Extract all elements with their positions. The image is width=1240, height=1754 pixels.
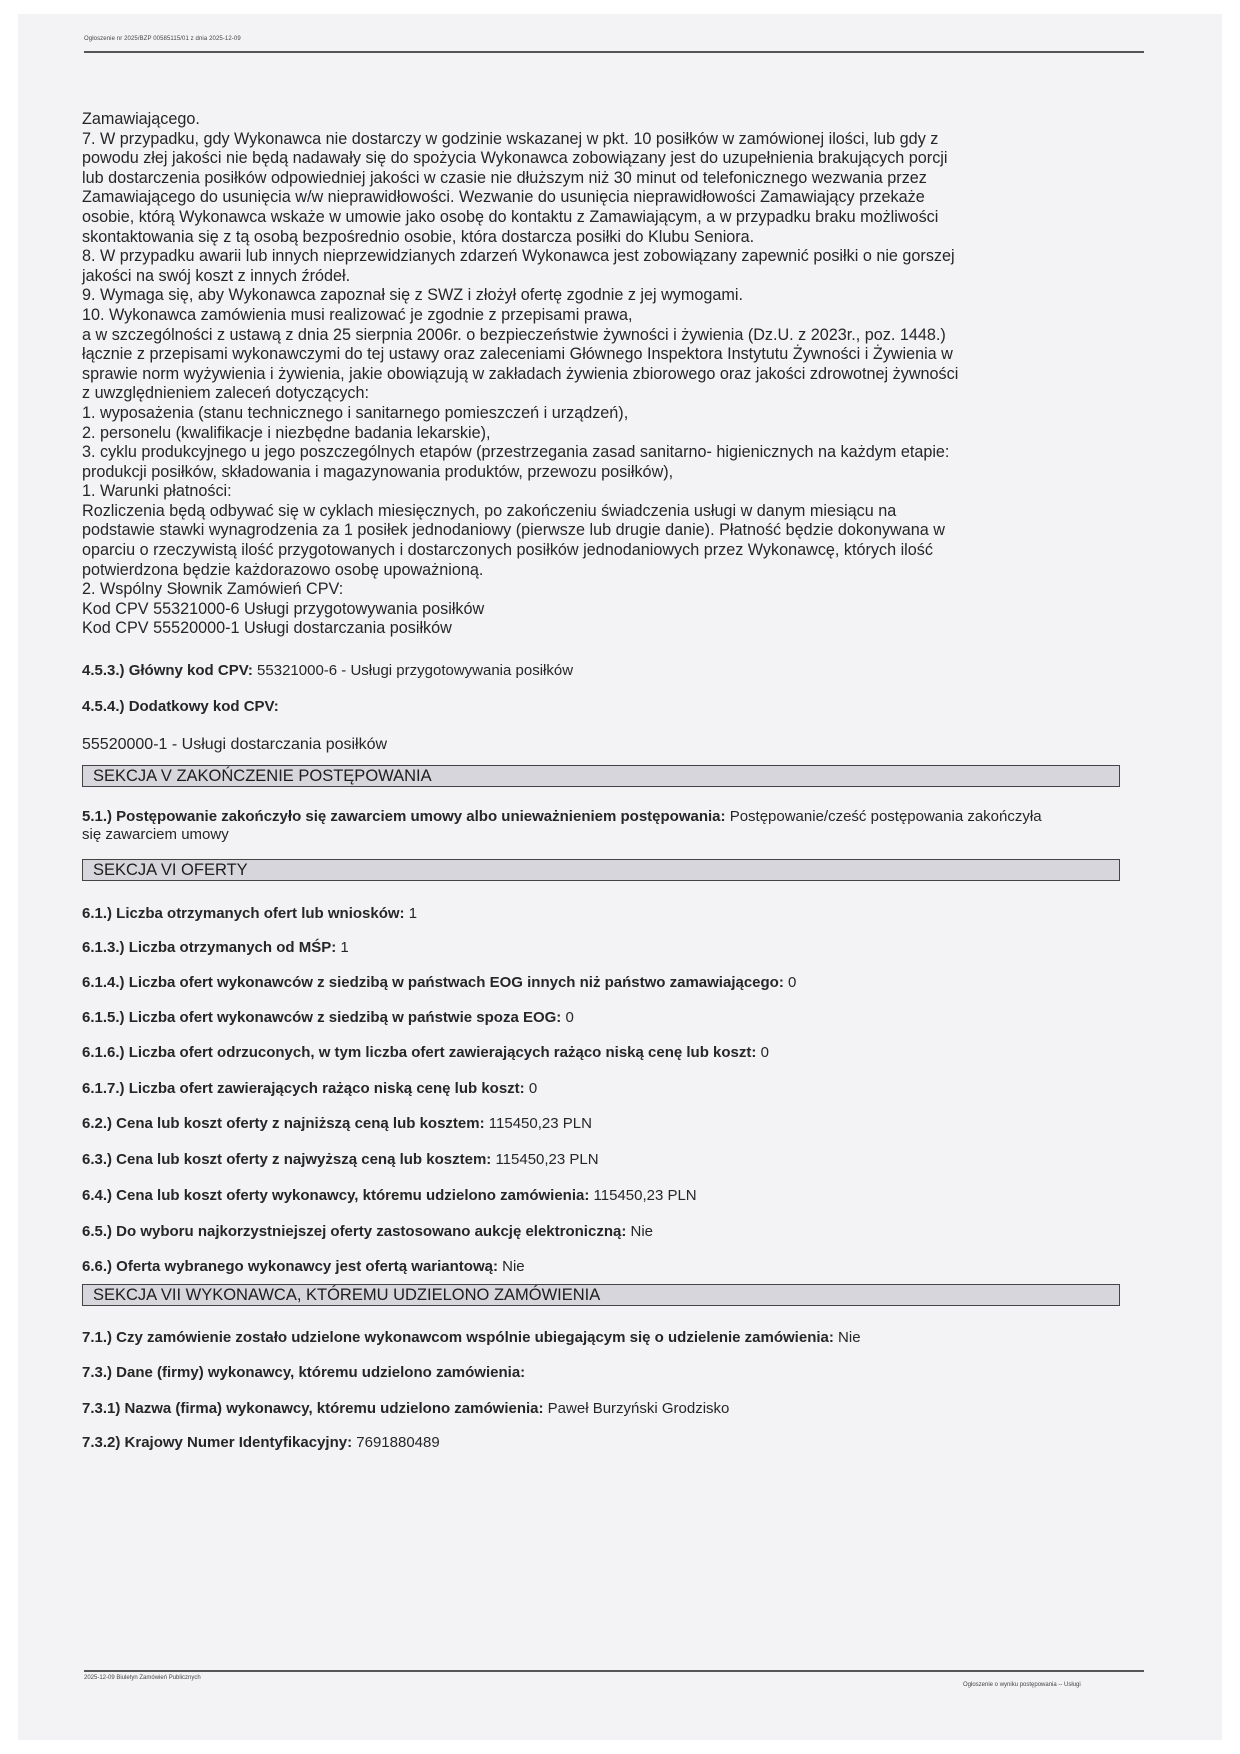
body-line: sprawie norm wyżywienia i żywienia, jakie obowiązują w zakładach żywienia zbiorowego oraz jakości zdrowotnej żywności [82,364,959,383]
field-label: 6.1.3.) Liczba otrzymanych od MŚP: [82,939,337,956]
body-line: podstawie stawki wynagrodzenia za 1 posiłek jednodaniowy (pierwsze lub drugie danie). Płatność będzie dokonywana w [82,521,945,540]
field-7-3 [82,1364,525,1381]
section-vii-heading: SEKCJA VII WYKONAWCA, KTÓREMU UDZIELONO ZAMÓWIENIA [82,1284,1120,1306]
field-label: 7.3.) Dane (firmy) wykonawcy, któremu udzielono zamówienia: [82,1364,526,1381]
body-line: 3. cyklu produkcyjnego u jego poszczególnych etapów (przestrzegania zasad sanitarno- higienicznych na każdym etapie: [82,443,950,462]
field-value: 115450,23 PLN [593,1187,697,1204]
field-label: 6.5.) Do wyboru najkorzystniejszej oferty zastosowano aukcję elektroniczną: [82,1223,627,1240]
extra-cpv-value: 55520000-1 - Usługi dostarczania posiłków [82,736,388,753]
field-label: 7.3.1) Nazwa (firma) wykonawcy, któremu udzielono zamówienia: [82,1400,544,1417]
body-line: 2. Wspólny Słownik Zamówień CPV: [82,580,344,599]
body-line: powodu złej jakości nie będą nadawały się do spożycia Wykonawca zobowiązany jest do uzupełnienia brakujących porcji [82,149,948,168]
field-value: 0 [788,974,797,991]
body-line: Kod CPV 55321000-6 Usługi przygotowywania posiłków [82,599,485,618]
field-value: 1 [340,939,349,956]
field-label: 6.4.) Cena lub koszt oferty wykonawcy, któremu udzielono zamówienia: [82,1187,590,1204]
field-6-1-4 [82,974,796,991]
body-line: Zamawiającego do usunięcia w/w nieprawidłowości. Wezwanie do usunięcia nieprawidłowości Zamawiający przekaże [82,188,925,207]
field-label: 6.1.7.) Liczba ofert zawierających rażąco niską cenę lub koszt: [82,1080,525,1097]
body-line: produkcji posiłków, składowania i magazynowania produktów, przewozu posiłków), [82,462,674,481]
field-label: 6.3.) Cena lub koszt oferty z najwyższą ceną lub kosztem: [82,1151,492,1168]
field-7-1 [82,1329,861,1346]
body-line: a w szczególności z ustawą z dnia 25 sierpnia 2006r. o bezpieczeństwie żywności i żywienia (Dz.U. z 2023r., poz. 1448.) [82,325,946,344]
body-line: 9. Wymaga się, aby Wykonawca zapoznał się z SWZ i złożył ofertę zgodnie z jej wymogami. [82,286,743,305]
field-value: Postępowanie/cześć postępowania zakończyła się zawarciem umowy [82,808,1042,843]
field-value: 7691880489 [356,1434,440,1451]
field-6-1 [82,905,417,922]
body-line: 8. W przypadku awarii lub innych nieprzewidzianych zdarzeń Wykonawca jest zobowiązany zapewnić posiłki o nie gorszej [82,247,955,266]
field-6-2 [82,1115,592,1132]
footer-right: Ogłoszenie o wyniku postępowania -- Usługi [963,1682,1081,1688]
field-label: 7.3.2) Krajowy Numer Identyfikacyjny: [82,1434,353,1451]
body-line: potwierdzona będzie każdorazowo osobę upoważnioną. [82,560,484,579]
body-line: jakości na swój koszt z innych źródeł. [82,266,351,285]
field-5-1 [82,808,1042,844]
field-6-5 [82,1223,653,1240]
field-6-1-3 [82,939,349,956]
field-label: 6.1.6.) Liczba ofert odrzuconych, w tym liczba ofert zawierających rażąco niską cenę lub koszt: [82,1044,757,1061]
field-label: 7.1.) Czy zamówienie zostało udzielone wykonawcom wspólnie ubiegającym się o udzielenie zamówienia: [82,1329,834,1346]
header-divider [84,51,1144,53]
footer-divider [84,1670,1144,1672]
field-label: 6.6.) Oferta wybranego wykonawcy jest ofertą wariantową: [82,1258,498,1275]
section-vi-heading: SEKCJA VI OFERTY [82,859,1120,881]
body-line: łącznie z przepisami wykonawczymi do tej ustawy oraz zaleceniami Głównego Inspektora Instytutu Żywności i Żywienia w [82,345,953,364]
page-header: Ogłoszenie nr 2025/BZP 00585115/01 z dnia 2025-12-09 [84,36,241,42]
field-value: 55321000-6 - Usługi przygotowywania posiłków [257,662,574,679]
description-body [82,110,1142,639]
field-6-4 [82,1187,697,1204]
body-line: oparciu o rzeczywistą ilość przygotowanych i dostarczonych posiłków jednodaniowych przez Wykonawcę, których ilość [82,541,933,560]
field-6-3 [82,1151,599,1168]
field-7-3-2 [82,1434,440,1451]
section-v-heading: SEKCJA V ZAKOŃCZENIE POSTĘPOWANIA [82,765,1120,787]
field-label: 6.1.5.) Liczba ofert wykonawców z siedzibą w państwie spoza EOG: [82,1009,562,1026]
body-line: osobie, którą Wykonawca wskaże w umowie jako osobę do kontaktu z Zamawiającym, a w przypadku braku możliwości [82,207,939,226]
body-line: 2. personelu (kwalifikacje i niezbędne badania lekarskie), [82,423,491,442]
field-label: 6.1.) Liczba otrzymanych ofert lub wniosków: [82,905,405,922]
body-line: 1. wyposażenia (stanu technicznego i sanitarnego pomieszczeń i urządzeń), [82,403,629,422]
field-6-1-5 [82,1009,574,1026]
field-6-1-6 [82,1044,769,1061]
field-value: Nie [838,1329,861,1346]
field-label: 4.5.4.) Dodatkowy kod CPV: [82,698,279,715]
field-6-6 [82,1258,525,1275]
body-line: lub dostarczenia posiłków odpowiedniej jakości w czasie nie dłuższym niż 30 minut od telefonicznego wezwania przez [82,168,927,187]
field-value: Paweł Burzyński Grodzisko [547,1400,730,1417]
field-value: Nie [502,1258,525,1275]
field-value: 0 [528,1080,538,1097]
body-line: z uwzględnieniem zaleceń dotyczących: [82,384,370,403]
field-value: 115450,23 PLN [495,1151,599,1168]
field-value: 1 [408,905,418,922]
field-label: 5.1.) Postępowanie zakończyło się zawarciem umowy albo unieważnieniem postępowania: [82,808,726,825]
field-label: 6.2.) Cena lub koszt oferty z najniższą ceną lub kosztem: [82,1115,485,1132]
document-page [18,14,1222,1740]
field-value: 115450,23 PLN [488,1115,592,1132]
extra-cpv-field [82,698,279,715]
field-value: 0 [760,1044,769,1061]
field-value: 0 [565,1009,574,1026]
footer-left: 2025-12-09 Biuletyn Zamówień Publicznych [84,1675,201,1681]
body-line: 7. W przypadku, gdy Wykonawca nie dostarczy w godzinie wskazanej w pkt. 10 posiłków w zamówionej ilości, lub gdy z [82,129,939,148]
field-label: 4.5.3.) Główny kod CPV: [82,662,253,679]
field-label: 6.1.4.) Liczba ofert wykonawców z siedzibą w państwach EOG innych niż państwo zamawiającego: [82,974,784,991]
body-line: Kod CPV 55520000-1 Usługi dostarczania posiłków [82,619,452,638]
body-line: Zamawiającego. [82,110,200,128]
main-cpv-field [82,662,573,679]
field-6-1-7 [82,1080,537,1097]
body-line: 10. Wykonawca zamówienia musi realizować je zgodnie z przepisami prawa, [82,305,633,324]
field-7-3-1 [82,1400,729,1417]
field-value: Nie [630,1223,654,1240]
body-line: 1. Warunki płatności: [82,482,232,501]
body-line: Rozliczenia będą odbywać się w cyklach miesięcznych, po zakończeniu świadczenia usługi w danym miesiącu na [82,501,897,520]
body-line: skontaktowania się z tą osobą bezpośrednio osobie, która dostarcza posiłki do Klubu Seniora. [82,227,755,246]
